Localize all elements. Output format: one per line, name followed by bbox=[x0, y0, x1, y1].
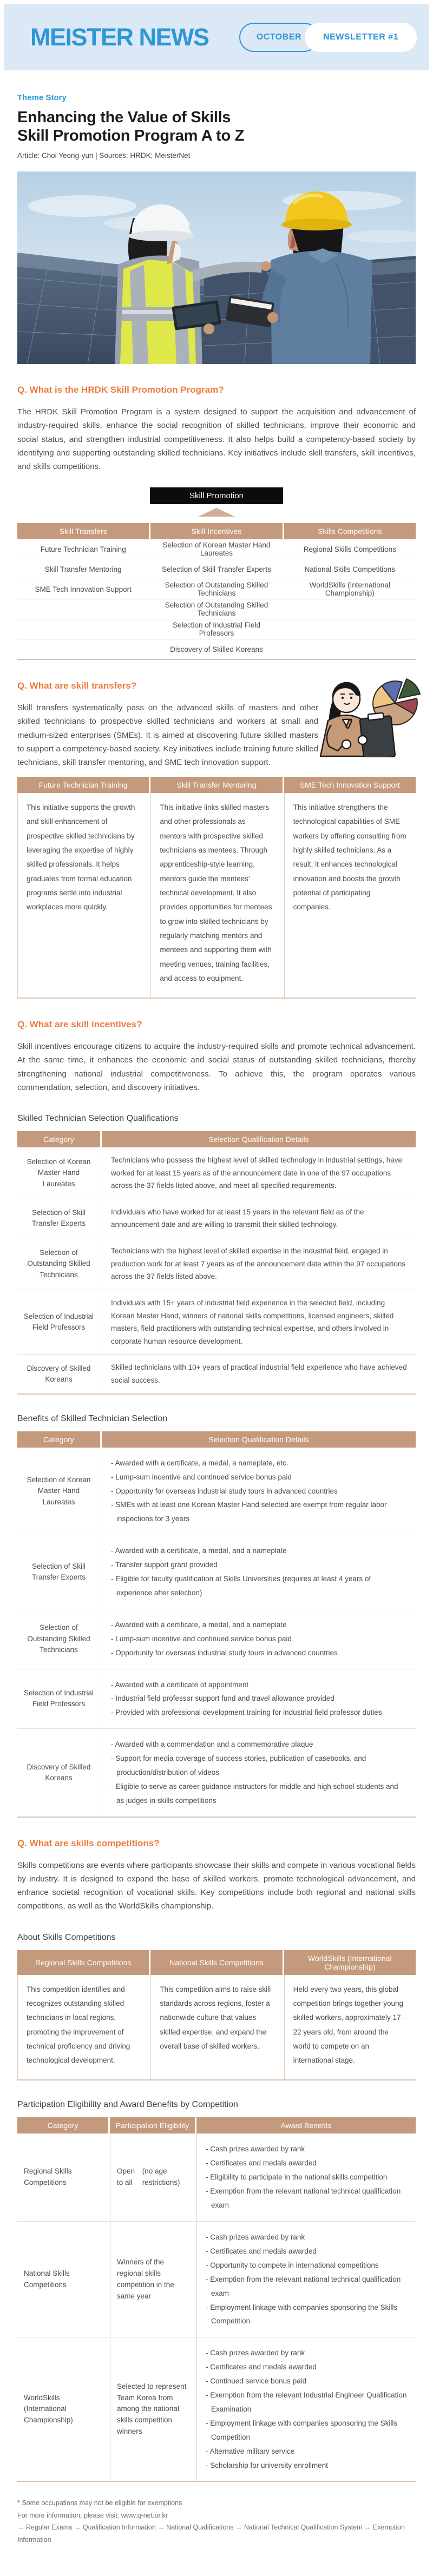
table-cell bbox=[17, 639, 149, 659]
table-row bbox=[17, 1290, 416, 1355]
table-row bbox=[17, 639, 416, 660]
table-header-row bbox=[17, 777, 416, 793]
benefits-cell: - Cash prizes awarded by rank - Certificates and medals awarded - Opportunity to compete in international competitions - Exemption from the relevant national technical qualification exam - Employment linkage with companies sponsoring the Skills Competition bbox=[196, 2222, 416, 2337]
table-header-cell: Regional Skills Competitions bbox=[17, 1950, 149, 1975]
table-cell: SME Tech Innovation Support bbox=[35, 585, 132, 593]
skill-promotion-label: Skill Promotion bbox=[150, 487, 283, 504]
table-cell: Skill Transfer Mentoring bbox=[44, 565, 122, 573]
table-row bbox=[17, 1147, 416, 1199]
table-body bbox=[17, 2134, 416, 2482]
q4-heading: Q. What are skills competitions? bbox=[17, 1838, 160, 1848]
table-header-cell: SME Tech Innovation Support bbox=[284, 777, 416, 793]
table-row bbox=[17, 579, 416, 599]
table-cell: This initiative links skilled masters and other professionals as mentors with prospective skilled technicians as mentees. Through apprenticeship-style learning, mentors guide the mentees’ technical development. It also provides opportunities for mentees to grow into skilled technicians by regularly matching mentors and mentees and supporting them with meeting venues, training facilities, and access to equipment. bbox=[150, 793, 282, 998]
about-competitions-subhead: About Skills Competitions bbox=[17, 1932, 116, 1942]
participation-subhead: Participation Eligibility and Award Benefits by Competition bbox=[17, 2100, 238, 2110]
category-cell: Discovery of Skilled Koreans bbox=[27, 1762, 91, 1782]
qualifications-table bbox=[17, 1131, 416, 1395]
details-cell: Individuals with 15+ years of industrial field experience in the selected field, including Korean Master Hand, winners of national skills competitions, licensed engineers, skilled masters, field practitioners with outstanding technical expertise, and others involved in corporate human resource development. bbox=[102, 1290, 416, 1355]
category-cell: National Skills Competitions bbox=[24, 2269, 70, 2289]
table-header-row bbox=[17, 523, 416, 539]
table-header-row bbox=[17, 1950, 416, 1975]
month-badge: OCTOBER bbox=[239, 23, 319, 52]
table-cell: This competition identifies and recognizes outstanding skilled technicians in local regions, promoting the improvement of technical proficiency and driving technological development. bbox=[17, 1975, 149, 2080]
table-cell: Future Technician Training bbox=[40, 545, 126, 553]
details-cell: Individuals who have worked for at least 15 years in the relevant field as of the announcement date and are willing to transmit their skilled technology. bbox=[102, 1199, 416, 1238]
table-header-cell: Skill Transfer Mentoring bbox=[150, 777, 282, 793]
footnote-line: For more information, please visit: www.q-net.or.kr bbox=[17, 2511, 168, 2519]
eligibility-cell: Open to all (no age restrictions) bbox=[110, 2134, 195, 2221]
woman-clipboard-pie-chart-illustration bbox=[313, 675, 423, 757]
category-cell: Discovery of Skilled Koreans bbox=[27, 1364, 91, 1384]
table-row bbox=[17, 1669, 416, 1729]
table-cell bbox=[17, 619, 149, 639]
table-header-cell: Selection Qualification Details bbox=[102, 1131, 416, 1147]
category-cell: Selection of Skill Transfer Experts bbox=[31, 1208, 86, 1228]
table-header-cell: Skills Competitions bbox=[284, 523, 416, 539]
issue-badges bbox=[239, 23, 417, 52]
table-row bbox=[17, 1609, 416, 1669]
hero-photo-solar-engineers bbox=[17, 171, 416, 364]
table-row bbox=[17, 2222, 416, 2337]
benefits-cell: - Awarded with a certificate, a medal, and a nameplate - Lump-sum incentive and continued service bonus paid - Opportunity for overseas industrial study tours in advanced countries bbox=[102, 1609, 416, 1669]
table-header-cell: Category bbox=[17, 2117, 108, 2134]
table-cell: Selection of Outstanding Skilled Technicians bbox=[165, 581, 268, 598]
newsletter-body bbox=[0, 93, 433, 2576]
issue-number-badge: NEWSLETTER #1 bbox=[305, 23, 417, 52]
title-line-1: Enhancing the Value of Skills bbox=[17, 109, 231, 126]
table-header-cell: Category bbox=[17, 1131, 100, 1147]
category-cell: Selection of Industrial Field Professors bbox=[23, 1689, 94, 1708]
skill-promotion-table bbox=[17, 523, 416, 660]
q3-paragraph: Skill incentives encourage citizens to acquire the industry-required skills and promote technical advancement. At the same time, it enhances the economic and social status of outstanding skilled technicians, thereby strengthening national industrial competitiveness. To achieve this, the program operates various commendation, selection, and discovery initiatives. bbox=[17, 1042, 416, 1092]
footnote-line: * Some occupations may not be eligible for exemptions bbox=[17, 2499, 182, 2507]
table-row bbox=[17, 1355, 416, 1394]
table-header-cell: WorldSkills (International Championship) bbox=[284, 1950, 416, 1975]
table-cell: Discovery of Skilled Koreans bbox=[170, 645, 263, 653]
details-cell: Technicians who possess the highest level of skilled technology in industrial settings, have worked for at least 15 years as of the announcement date in one of the 97 occupations across the 37 fields listed above, and meet all specified requirements. bbox=[102, 1147, 416, 1199]
table-header-cell: Selection Qualification Details bbox=[102, 1431, 416, 1448]
benefits-cell: - Awarded with a certificate of appointment - Industrial field professor support fund and travel allowance provided - Provided with professional development training for industrial field professor duties bbox=[102, 1669, 416, 1729]
table-cell: Selection of Industrial Field Professors bbox=[172, 621, 261, 638]
table-row bbox=[17, 599, 416, 619]
table-body bbox=[17, 539, 416, 660]
q1-heading: Q. What is the HRDK Skill Promotion Program? bbox=[17, 385, 224, 395]
table-header-cell: Skill Incentives bbox=[150, 523, 282, 539]
hero-photo-illustration bbox=[17, 171, 416, 364]
table-row bbox=[17, 793, 416, 999]
details-cell: Skilled technicians with 10+ years of practical industrial field experience who have achieved social success. bbox=[102, 1355, 416, 1393]
table-row bbox=[17, 1729, 416, 1818]
brand-logo: MEISTER NEWS bbox=[30, 23, 209, 51]
table-cell: Selection of Outstanding Skilled Technicians bbox=[165, 601, 268, 618]
byline: Article: Choi Yeong-yun | Sources: HRDK; MeisterNet bbox=[17, 151, 191, 160]
benefits-table bbox=[17, 1431, 416, 1818]
skill-promotion-diagram bbox=[17, 487, 416, 517]
kicker-theme-story: Theme Story bbox=[17, 93, 67, 102]
category-cell: Selection of Korean Master Hand Laureates bbox=[27, 1158, 91, 1188]
skill-transfers-table bbox=[17, 777, 416, 999]
page-title bbox=[17, 109, 416, 145]
benefits-cell: - Awarded with a certificate, a medal, a nameplate, etc. - Lump-sum incentive and continued service bonus paid - Opportunity for overseas industrial study tours in advanced countries - SMEs with at least one Korean Master Hand selected are exempt from regular labor inspections for 3 years bbox=[102, 1448, 416, 1535]
benefits-subhead: Benefits of Skilled Technician Selection bbox=[17, 1414, 168, 1423]
category-cell: Selection of Skill Transfer Experts bbox=[31, 1562, 86, 1582]
newsletter-header bbox=[4, 4, 429, 70]
table-row bbox=[17, 2134, 416, 2222]
table-cell: This initiative strengthens the technological capabilities of SME workers by offering consulting from highly skilled technicians. As a result, it enhances technological innovation and boosts the growth potential of participating companies. bbox=[284, 793, 416, 998]
table-cell: Selection of Korean Master Hand Laureates bbox=[162, 541, 271, 558]
footnotes bbox=[17, 2497, 416, 2546]
q1-paragraph: The HRDK Skill Promotion Program is a system designed to support the acquisition and advancement of industry-required skills, enhance the social recognition of skilled technicians, improve their economic and social status, and strengthen industrial competitiveness. It also helps build a competency-based society by identifying and supporting outstanding skilled technicians. Key initiatives include skill transfers, skill incentives, and skills competitions. bbox=[17, 407, 416, 471]
qualifications-subhead: Skilled Technician Selection Qualifications bbox=[17, 1113, 179, 1123]
table-cell: Held every two years, this global competition brings together young skilled workers, approximately 17–22 years old, from around the world to compete on an international stage. bbox=[284, 1975, 416, 2080]
table-row bbox=[17, 2337, 416, 2482]
q2-heading: Q. What are skill transfers? bbox=[17, 681, 137, 691]
participation-table bbox=[17, 2117, 416, 2482]
table-cell bbox=[284, 619, 416, 639]
eligibility-cell: Winners of the regional skills competition in the same year bbox=[110, 2222, 195, 2337]
table-row bbox=[17, 1975, 416, 2081]
table-row bbox=[17, 559, 416, 579]
category-cell: Selection of Korean Master Hand Laureates bbox=[27, 1476, 91, 1506]
table-header-row bbox=[17, 1431, 416, 1448]
table-header-cell: National Skills Competitions bbox=[150, 1950, 282, 1975]
table-header-row bbox=[17, 1131, 416, 1147]
eligibility-cell: Selected to represent Team Korea from among the national skills competition winners bbox=[110, 2337, 195, 2481]
title-line-2: Skill Promotion Program A to Z bbox=[17, 127, 245, 144]
category-cell: Selection of Industrial Field Professors bbox=[23, 1312, 94, 1332]
q4-paragraph: Skills competitions are events where participants showcase their skills and compete in various vocational fields by industry. It is designed to expand the base of skilled workers, promote technological advancement, and enhance societal recognition of vocational skills. Key competitions include both regional and national skills competitions, as well as the WorldSkills championship. bbox=[17, 1860, 416, 1911]
q4-section bbox=[17, 1838, 416, 2482]
table-cell bbox=[284, 639, 416, 659]
benefits-cell: - Cash prizes awarded by rank - Certificates and medals awarded - Eligibility to participate in the national skills competition - Exemption from the relevant national technical qualification exam bbox=[196, 2134, 416, 2221]
table-header-row bbox=[17, 2117, 416, 2134]
table-row bbox=[17, 539, 416, 559]
table-cell: This initiative supports the growth and skill enhancement of prospective skilled technicians by leveraging the expertise of highly skilled professionals. It helps graduates from formal education programs settle into industrial workplaces more quickly. bbox=[17, 793, 149, 998]
table-row bbox=[17, 1448, 416, 1536]
table-cell: National Skills Competitions bbox=[304, 565, 395, 573]
q2-paragraph: Skill transfers systematically pass on the advanced skills of masters and other skilled technicians to prospective skilled technicians and workers at small and medium-sized enterprises (SMEs). It is aimed at discovering future skilled masters to support a competency-based society. Key initiatives include training future skilled technicians, skill transfer mentoring, and SME tech innovation support. bbox=[17, 703, 318, 767]
benefits-cell: - Cash prizes awarded by rank - Certificates and medals awarded - Continued service bonus paid - Exemption from the relevant Industrial Engineer Qualification Examination - Employment linkage with companies sponsoring the Skills Competition - Alternative military service - Scholarship for university enrollment bbox=[196, 2337, 416, 2481]
category-cell: Selection of Outstanding Skilled Technicians bbox=[27, 1623, 90, 1654]
table-header-cell: Skill Transfers bbox=[17, 523, 149, 539]
q1-section bbox=[17, 385, 416, 660]
table-cell bbox=[17, 599, 149, 619]
table-cell: This competition aims to raise skill standards across regions, foster a nationwide culture that values skilled expertise, and expand the overall base of skilled workers. bbox=[150, 1975, 282, 2080]
footnote-line: → Regular Exams → Qualification Information → National Qualifications → National Technical Qualification System → Exemption Information bbox=[17, 2524, 405, 2544]
details-cell: Technicians with the highest level of skilled expertise in the industrial field, engaged in production work for at least 7 years as of the announcement date within the 97 occupations across the 37 fields listed above. bbox=[102, 1238, 416, 1290]
table-body bbox=[17, 1448, 416, 1818]
q3-section bbox=[17, 1019, 416, 1818]
table-row bbox=[17, 1238, 416, 1290]
benefits-cell: - Awarded with a certificate, a medal, and a nameplate - Transfer support grant provided - Eligible for faculty qualification at Skills Universities (requires at least 4 years of experience after selection) bbox=[102, 1535, 416, 1609]
table-cell: WorldSkills (International Championship) bbox=[309, 581, 390, 598]
q3-heading: Q. What are skill incentives? bbox=[17, 1019, 142, 1030]
benefits-cell: - Awarded with a commendation and a commemorative plaque - Support for media coverage of success stories, publication of casebooks, and production/distribution of videos - Eligible to serve as career guidance instructors for middle and high school students and as judges in skills competitions bbox=[102, 1729, 416, 1817]
table-header-cell: Participation Eligibility bbox=[110, 2117, 195, 2134]
category-cell: Regional Skills Competitions bbox=[24, 2167, 72, 2187]
table-header-cell: Future Technician Training bbox=[17, 777, 149, 793]
table-body bbox=[17, 1147, 416, 1395]
category-cell: WorldSkills (International Championship) bbox=[24, 2393, 73, 2425]
category-cell: Selection of Outstanding Skilled Technicians bbox=[27, 1249, 90, 1279]
table-cell bbox=[284, 599, 416, 619]
table-header-cell: Award Benefits bbox=[196, 2117, 416, 2134]
q2-section bbox=[17, 681, 416, 999]
up-arrow-icon bbox=[198, 508, 235, 517]
table-cell: Selection of Skill Transfer Experts bbox=[162, 565, 271, 573]
table-row bbox=[17, 1199, 416, 1238]
table-header-cell: Category bbox=[17, 1431, 100, 1448]
table-row bbox=[17, 619, 416, 639]
table-row bbox=[17, 1535, 416, 1609]
about-competitions-table bbox=[17, 1950, 416, 2081]
table-cell: Regional Skills Competitions bbox=[303, 545, 396, 553]
